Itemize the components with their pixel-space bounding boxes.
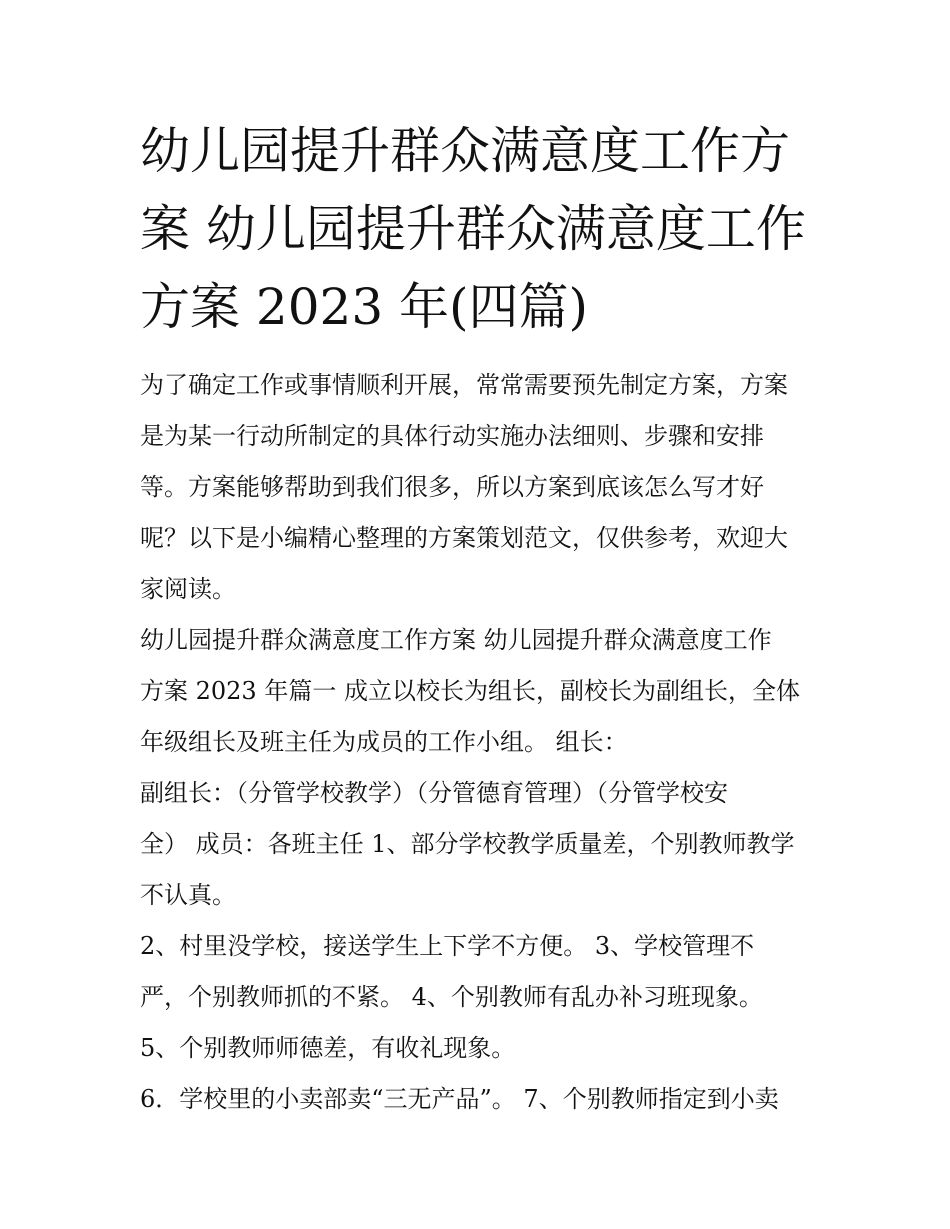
body-line-10: 全） 成员：各班主任 1、部分学校教学质量差，个别教师教学: [140, 830, 795, 858]
body-line-3: 等。方案能够帮助到我们很多，所以方案到底该怎么写才好: [140, 473, 764, 501]
body-line-1: 为了确定工作或事情顺利开展，常常需要预先制定方案，方案: [140, 371, 788, 399]
body-line-13: 严，个别教师抓的不紧。 4、个别教师有乱办补习班现象。: [140, 983, 763, 1011]
body-line-5: 家阅读。: [140, 575, 236, 603]
document-title: [140, 112, 815, 346]
body-line-15: 6．学校里的小卖部卖“三无产品”。 7、个别教师指定到小卖: [140, 1085, 779, 1113]
document-body: [140, 360, 815, 1125]
title-line-3: 方案 2023 年(四篇): [140, 278, 589, 336]
body-line-9: 副组长：（分管学校教学）（分管德育管理）（分管学校安: [140, 779, 728, 807]
body-line-8: 年级组长及班主任为成员的工作小组。 组长：: [140, 728, 628, 756]
body-line-11: 不认真。: [140, 881, 236, 909]
document-page: [140, 112, 815, 1125]
body-line-6: 幼儿园提升群众满意度工作方案 幼儿园提升群众满意度工作: [140, 626, 772, 654]
body-line-4: 呢？以下是小编精心整理的方案策划范文，仅供参考，欢迎大: [140, 524, 788, 552]
body-line-2: 是为某一行动所制定的具体行动实施办法细则、步骤和安排: [140, 422, 764, 450]
body-line-12: 2、村里没学校，接送学生上下学不方便。 3、学校管理不: [140, 932, 755, 960]
body-line-7: 方案 2023 年篇一 成立以校长为组长，副校长为副组长，全体: [140, 677, 800, 705]
title-line-1: 幼儿园提升群众满意度工作方: [140, 122, 790, 180]
title-line-2: 案 幼儿园提升群众满意度工作: [140, 200, 806, 258]
body-line-14: 5、个别教师师德差，有收礼现象。: [140, 1034, 516, 1062]
